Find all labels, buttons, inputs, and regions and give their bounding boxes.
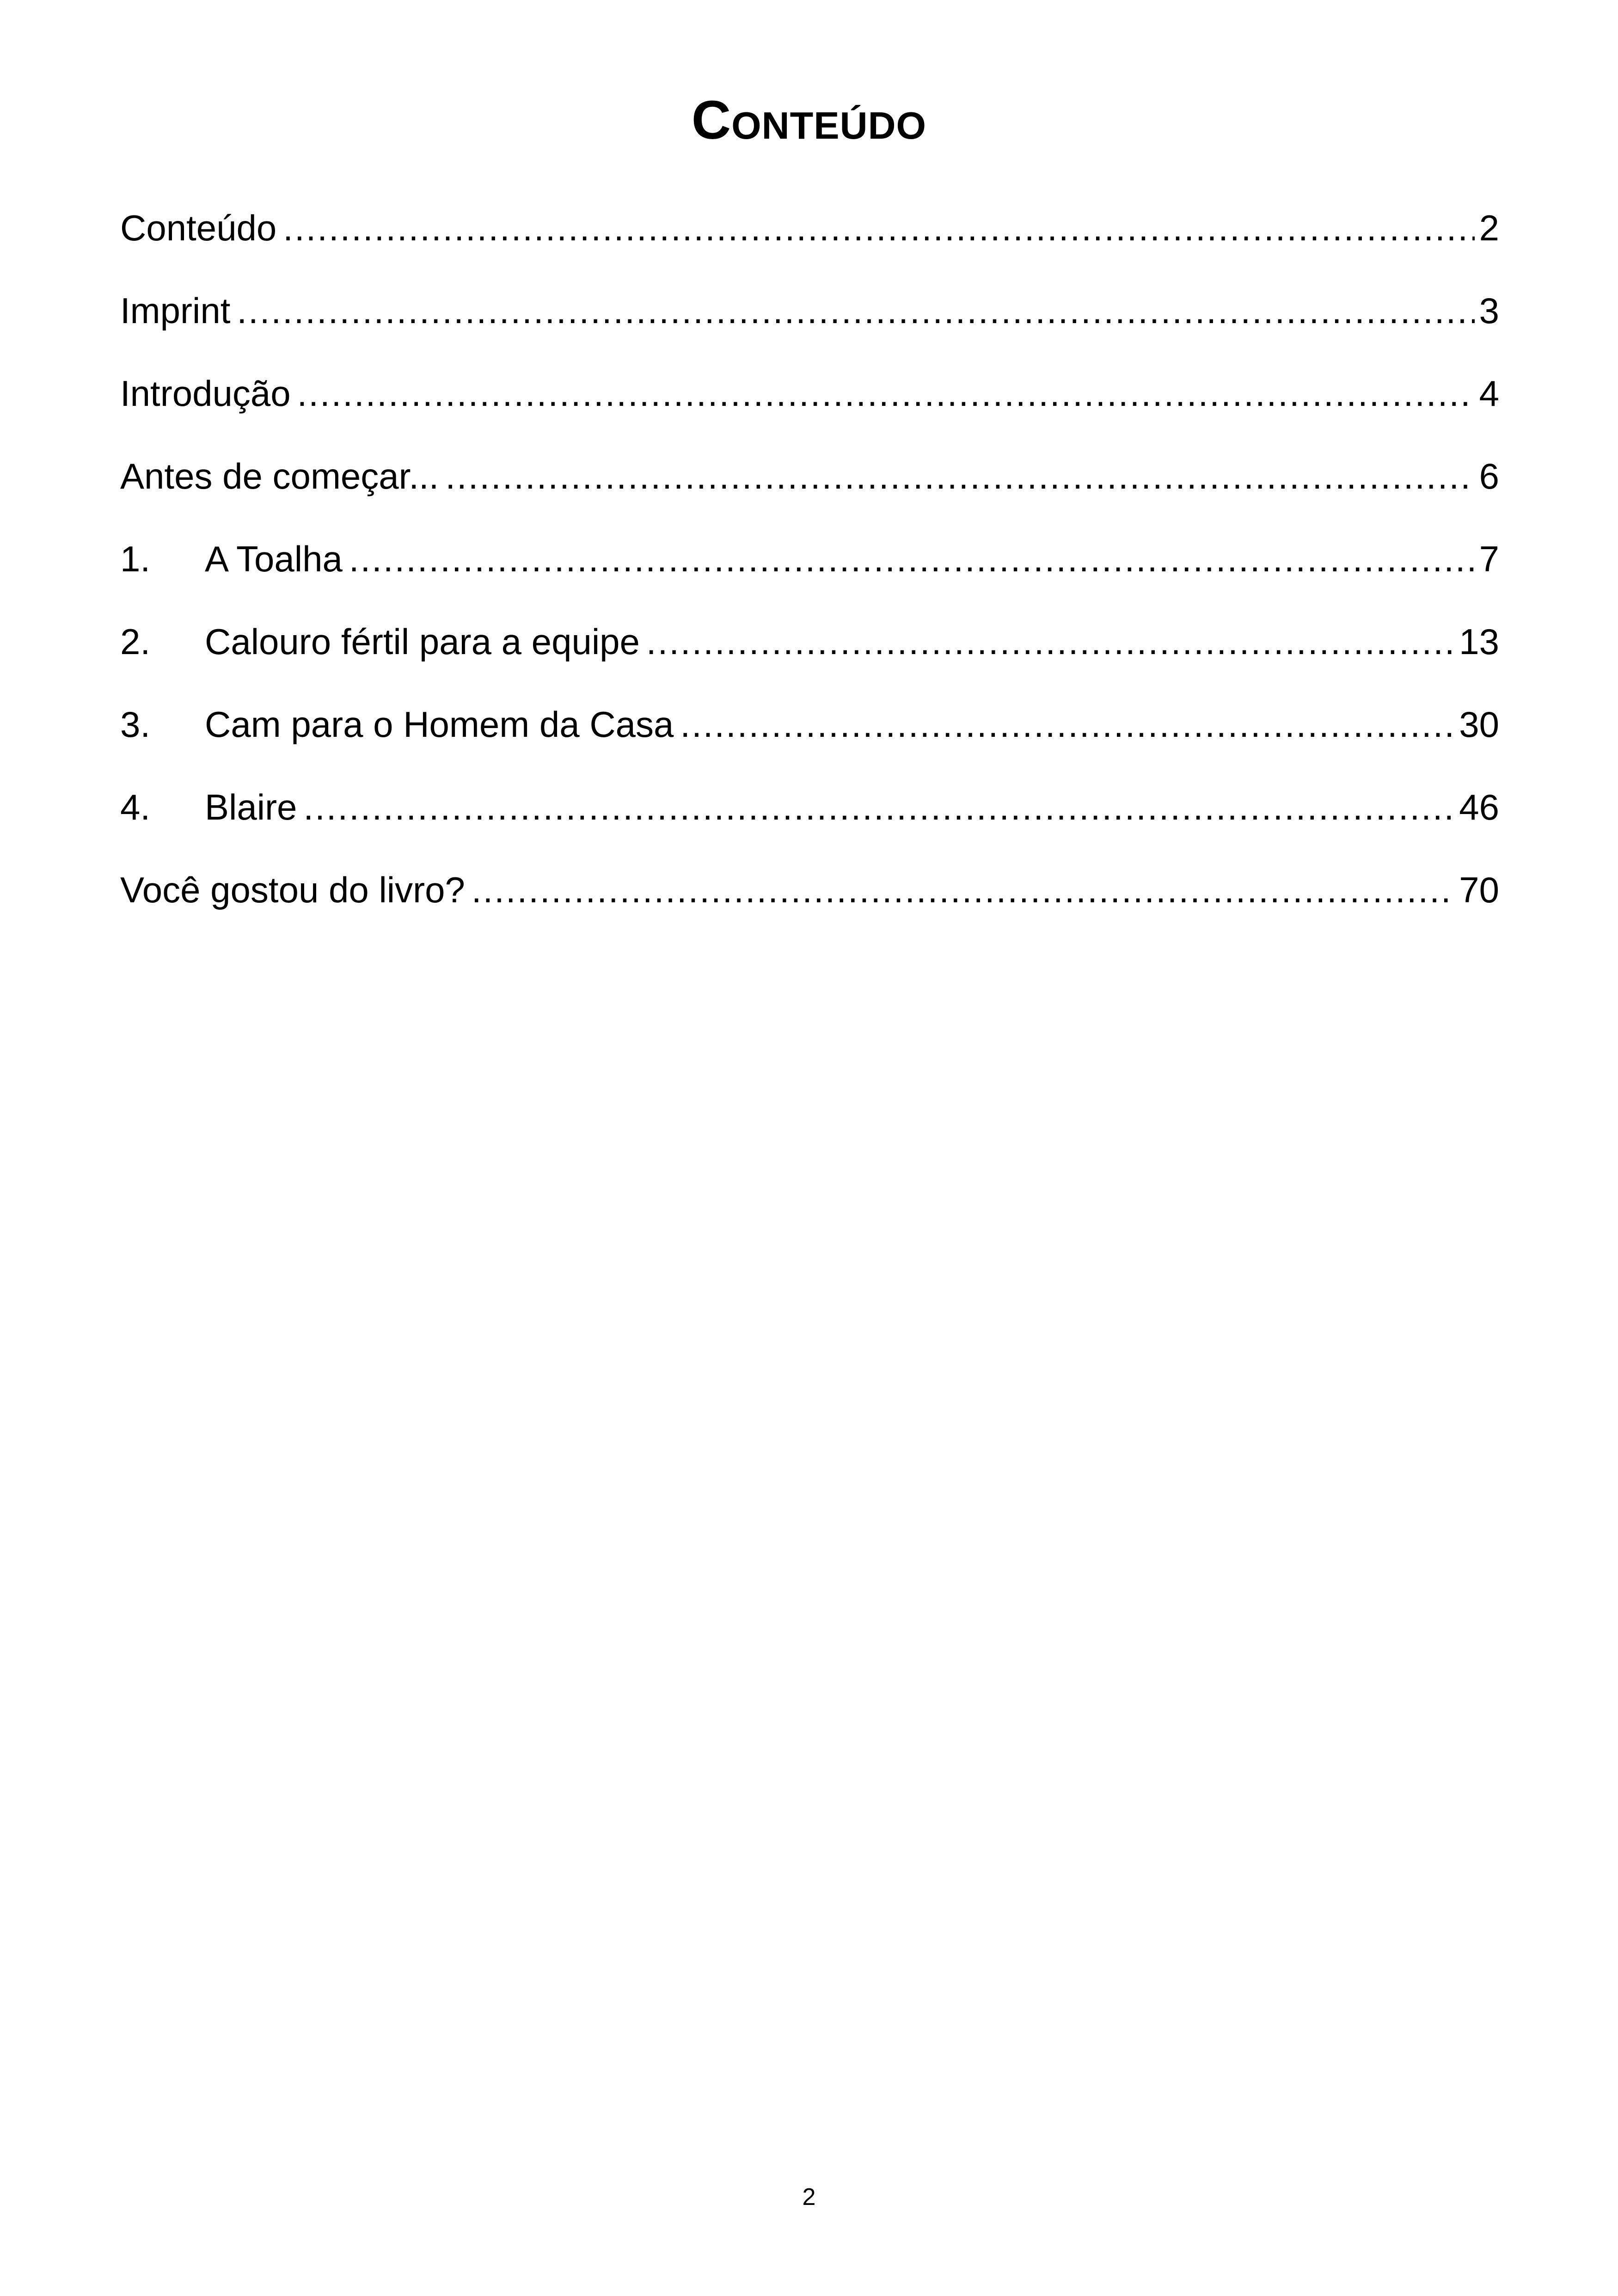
toc-dot-leader	[646, 616, 1454, 667]
toc-dot-leader	[283, 202, 1474, 253]
toc-dot-leader	[297, 368, 1475, 419]
table-of-contents	[120, 202, 1499, 947]
toc-page-number: 4	[1479, 373, 1499, 414]
toc-dot-leader	[445, 451, 1474, 502]
toc-entry[interactable]	[120, 699, 1499, 782]
toc-entry[interactable]	[120, 782, 1499, 864]
toc-entry-text: Antes de começar...	[120, 456, 439, 496]
toc-entry-text: Calouro fértil para a equipe	[205, 621, 640, 662]
toc-page-number: 7	[1479, 539, 1499, 579]
toc-page-number: 2	[1479, 208, 1499, 248]
toc-entry[interactable]	[120, 616, 1499, 699]
toc-entry-text: Conteúdo	[120, 208, 277, 248]
page-title: Conteúdo	[691, 90, 927, 151]
toc-dot-leader	[237, 285, 1474, 336]
toc-page-number: 70	[1459, 869, 1499, 910]
toc-entry-text: Introdução	[120, 373, 291, 414]
toc-page-number: 46	[1459, 787, 1499, 827]
toc-chapter-number: 2.	[120, 621, 151, 662]
toc-dot-leader	[472, 864, 1454, 915]
toc-page-number: 13	[1459, 621, 1499, 662]
toc-dot-leader	[303, 782, 1454, 833]
toc-entry[interactable]	[120, 368, 1499, 451]
toc-entry[interactable]	[120, 533, 1499, 616]
toc-entry[interactable]	[120, 285, 1499, 368]
toc-entry-text: Você gostou do livro?	[120, 869, 465, 910]
toc-entry-text: Blaire	[205, 787, 297, 827]
toc-chapter-number: 1.	[120, 539, 151, 579]
toc-chapter-number: 4.	[120, 787, 151, 827]
toc-entry[interactable]	[120, 451, 1499, 533]
toc-page-number: 3	[1479, 290, 1499, 331]
toc-chapter-number: 3.	[120, 704, 151, 745]
toc-page-number: 30	[1459, 704, 1499, 745]
toc-dot-leader	[680, 699, 1454, 750]
page-footer-number: 2	[802, 2184, 816, 2210]
toc-page-number: 6	[1479, 456, 1499, 496]
toc-dot-leader	[349, 533, 1475, 584]
toc-entry[interactable]	[120, 864, 1499, 947]
toc-entry-text: A Toalha	[205, 539, 343, 579]
toc-entry-text: Cam para o Homem da Casa	[205, 704, 674, 745]
toc-entry-text: Imprint	[120, 290, 231, 331]
toc-entry[interactable]	[120, 202, 1499, 285]
